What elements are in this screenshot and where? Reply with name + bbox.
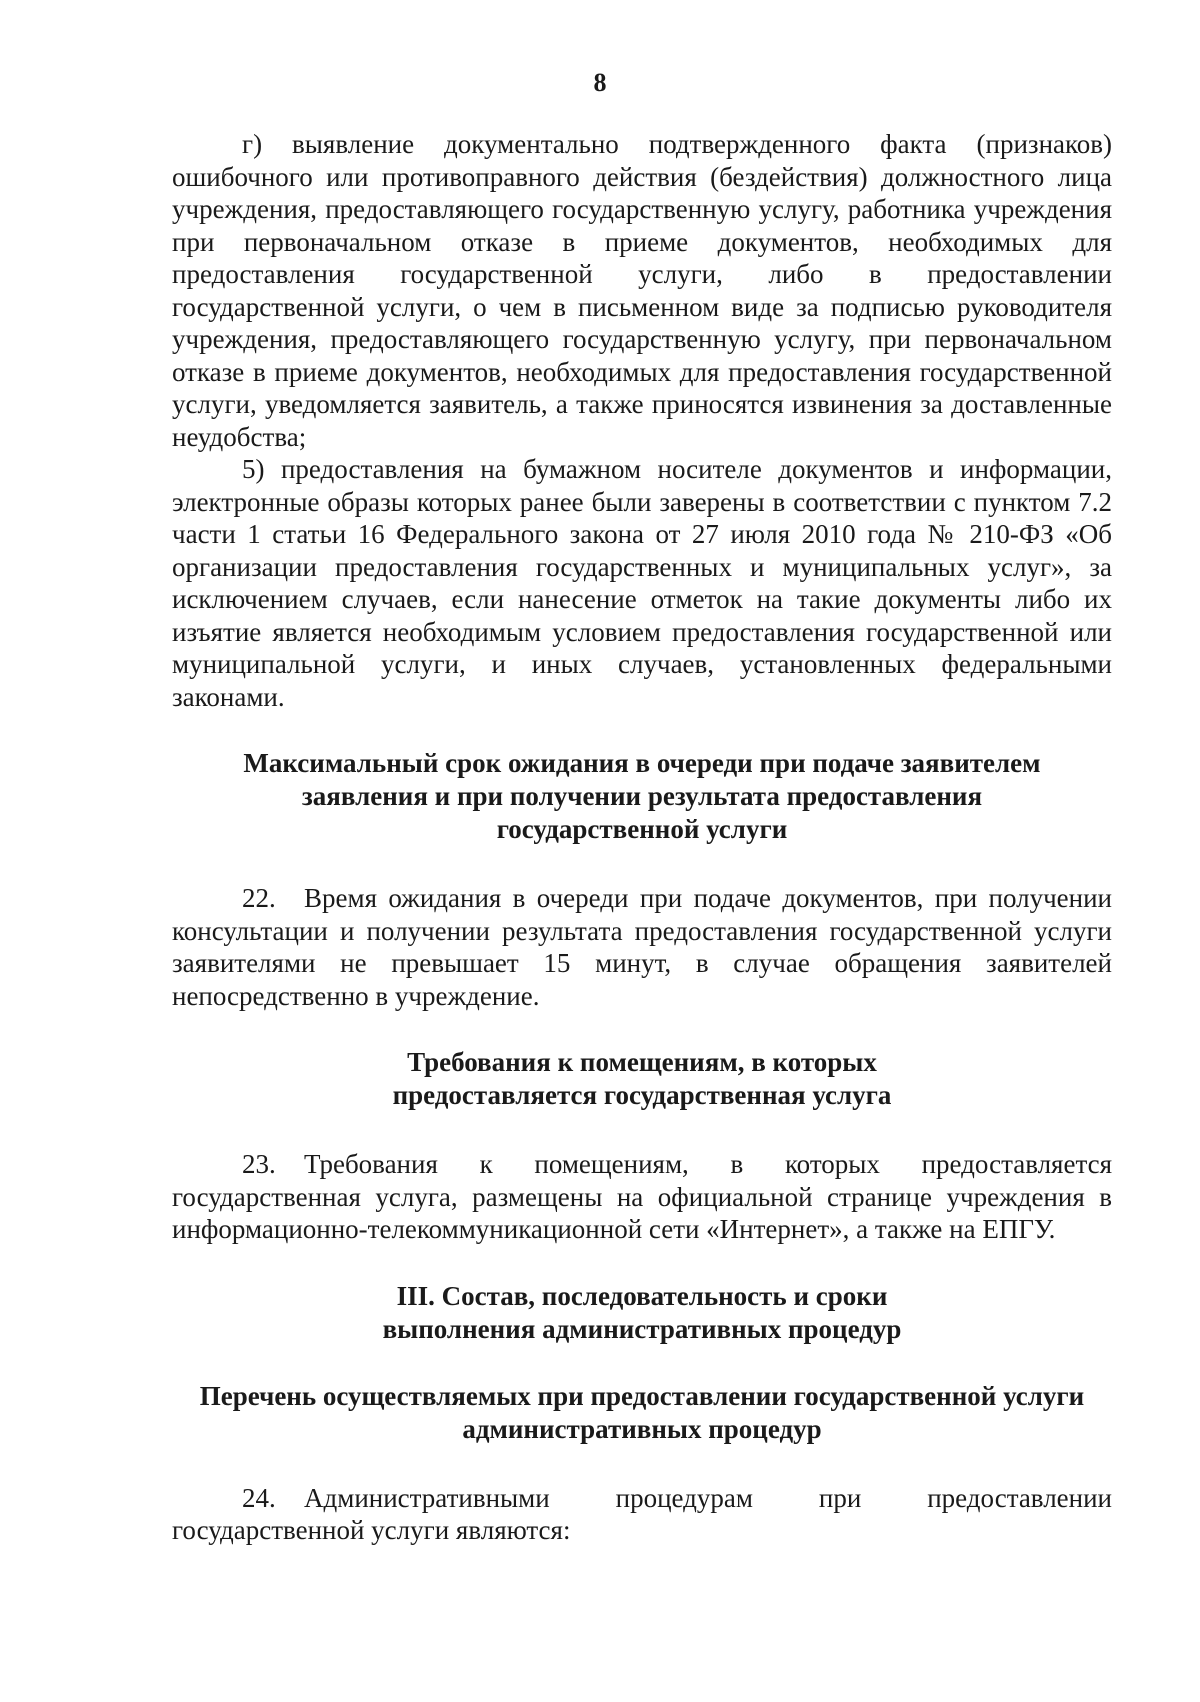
heading-waiting-time: Максимальный срок ожидания в очереди при подаче заявителем заявления и при получении результата предоставления государственной услуги [243, 748, 1041, 844]
paragraph-g: г) выявление документально подтвержденного факта (признаков) ошибочного или противоправного действия (бездействия) должностного лица учреждения, предоставляющего государственную услугу, работника учреждения при первоначальном отказе в приеме документов, необходимых для предоставления государственной услуги, либо в предоставлении государственной услуги, о чем в письменном виде за подписью руководителя учреждения, предоставляющего государственную услугу, при первоначальном отказе в приеме документов, необходимых для предоставления государственной услуги, уведомляется заявитель, а также приносятся извинения за доставленные неудобства; [172, 129, 1112, 452]
page-number: 8 [593, 68, 607, 97]
heading-section-iii: III. Состав, последовательность и сроки выполнения административных процедур [382, 1280, 902, 1344]
paragraph-23 [172, 1148, 1112, 1246]
paragraph-22-text: Время ожидания в очереди при подаче документов, при получении консультации и получении результата предоставления государственной услуги заявителями не превышает 15 минут, в случае обращения заявителей непосредственно в учреждение. [172, 883, 1112, 1011]
paragraph-22 [172, 882, 1112, 1012]
paragraph-24-text: Административными процедурам при предоставлении государственной услуги являются: [172, 1482, 1112, 1545]
paragraph-23-number: 23. [242, 1149, 276, 1179]
paragraph-24-number: 24. [242, 1482, 276, 1513]
paragraph-5: 5) предоставления на бумажном носителе документов и информации, электронные образы которых ранее были заверены в соответствии с пунктом 7.2 части 1 статьи 16 Федерального закона от 27 июля 2010 года № 210-ФЗ «Об организации предоставления государственных и муниципальных услуг», за исключением случаев, если нанесение отметок на такие документы либо их изъятие является необходимым условием предоставления государственной или муниципальной услуги, и иных случаев, установленных федеральными законами. [172, 454, 1112, 712]
heading-premises: Требования к помещениям, в которых предоставляется государственная услуга [392, 1047, 892, 1110]
paragraph-22-number: 22. [242, 883, 276, 913]
heading-procedures-list: Перечень осуществляемых при предоставлении государственной услуги административных процедур [199, 1380, 1085, 1444]
paragraph-23-text: Требования к помещениям, в которых предоставляется государственная услуга, размещены на официальной странице учреждения в информационно-телекоммуникационной сети «Интернет», а также на ЕПГУ. [172, 1149, 1112, 1244]
document-body [172, 128, 1112, 1547]
paragraph-24 [172, 1482, 1112, 1547]
